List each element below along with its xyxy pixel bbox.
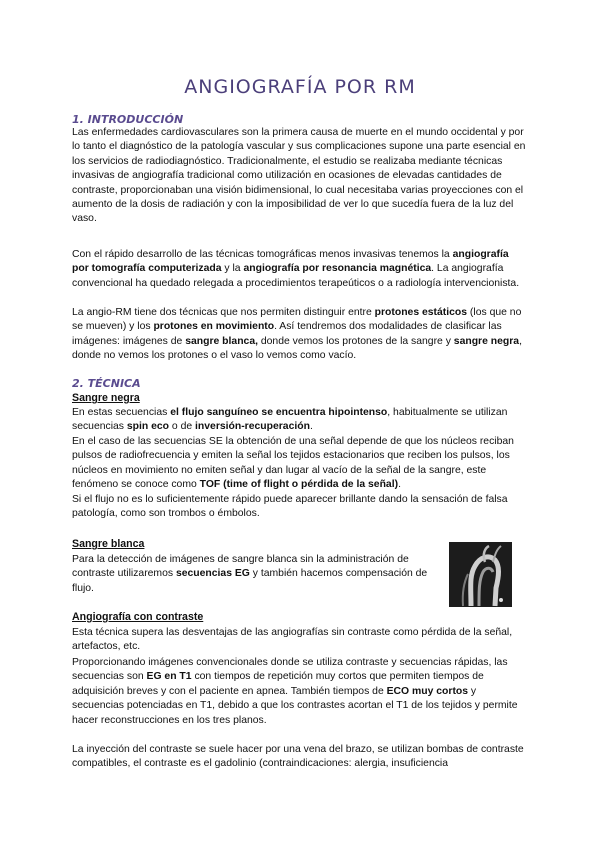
- sangre-blanca-paragraph-1: Para la detección de imágenes de sangre blanca sin la administración de contraste utilizaremos secuencias EG y también hacemos compensación de flujo.: [72, 554, 428, 594]
- contraste-paragraph-1: Esta técnica supera las desventajas de las angiografías sin contraste como pérdida de la señal, artefactos, etc.: [72, 627, 513, 653]
- contraste-paragraph-3: La inyección del contraste se suele hacer por una vena del brazo, se utilizan bombas de contraste compatibles, el contraste es el gadolinio (contraindicaciones: alergia, insuficiencia: [72, 744, 524, 770]
- sangre-negra-paragraph-1: En estas secuencias el flujo sanguíneo se encuentra hipointenso, habitualmente se utilizan secuencias spin eco o de inversión-recuperación.: [72, 407, 508, 433]
- subheading-sangre-negra: Sangre negra: [72, 392, 140, 404]
- section-heading-introduccion: 1. INTRODUCCIÓN: [72, 113, 184, 126]
- intro-paragraph-2: Con el rápido desarrollo de las técnicas tomográficas menos invasivas tenemos la angiografía por tomografía computerizada y la angiografía por resonancia magnética. La angiografía convencional ha quedado relegada a procedimientos terapeúticos o a radiología intervencionista.: [72, 249, 520, 289]
- subheading-sangre-blanca: Sangre blanca: [72, 538, 145, 550]
- subheading-angiografia-contraste: Angiografía con contraste: [72, 611, 204, 623]
- intro-paragraph-3: La angio-RM tiene dos técnicas que nos permiten distinguir entre protones estáticos (los que no se mueven) y los protones en movimiento. Así tendremos dos modalidades de clasificar las imágenes: imágenes de sangre blanca, donde vemos los protones de la sangre y sangre negra, donde no vemos los protones o el vaso lo vemos como vacío.: [72, 307, 522, 362]
- mri-angiography-image: [449, 542, 512, 607]
- page-title: ANGIOGRAFÍA POR RM: [184, 76, 416, 98]
- sangre-negra-paragraph-2: En el caso de las secuencias SE la obtención de una señal depende de que los núcleos reciban pulsos de radiofrecuencia y emiten la señal los tejidos estacionarios que reciben los pulsos, los núcleos en movimiento no emiten señal y dan lugar al vacío de la señal de la sangre, este fenómeno se conoce como TOF (time of flight o pérdida de la señal).: [72, 436, 514, 491]
- intro-paragraph-1: Las enfermedades cardiovasculares son la primera causa de muerte en el mundo occidental y por lo tanto el diagnóstico de la patología vascular y sus complicaciones supone una parte esencial en los servicios de radiodiagnóstico. Tradicionalmente, el estudio se realizaba mediante técnicas invasivas de angiografía tradicional como utilización en ocasiones de elevadas cantidades de contraste, proporcionaban una visión bidimensional, lo cual necesitaba varias proyecciones con el aumento de la dosis de radiación y con la imposibilidad de ver lo que sucedía fuera de la luz del vaso.: [72, 127, 526, 225]
- section-heading-tecnica: 2. TÉCNICA: [72, 377, 141, 390]
- sangre-negra-paragraph-3: Si el flujo no es lo suficientemente rápido puede aparecer brillante dando la sensación de falsa patología, como son trombos o émbolos.: [72, 494, 508, 520]
- contraste-paragraph-2: Proporcionando imágenes convencionales donde se utiliza contraste y secuencias rápidas, las secuencias son EG en T1 con tiempos de repetición muy cortos que permiten tiempos de adquisición breves y con el paciente en apnea. También tiempos de ECO muy cortos y secuencias potenciadas en T1, debido a que los contrastes acortan el T1 de los tejidos y permite hacer reconstrucciones en los tres planos.: [72, 657, 518, 726]
- mri-angiography-graphic: [449, 542, 512, 607]
